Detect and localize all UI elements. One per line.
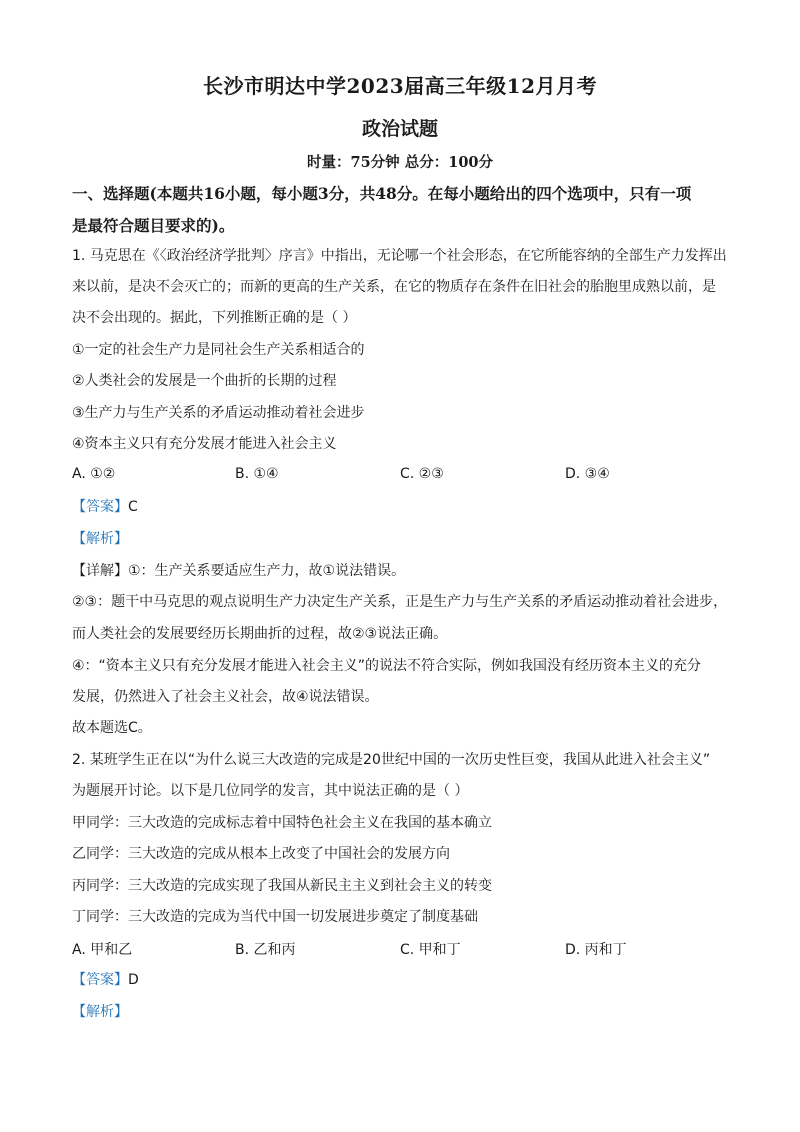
answer-tag: 【答案】	[72, 499, 128, 515]
q1-option-a: A. ①②	[72, 466, 116, 482]
q2-statement-2: 乙同学：三大改造的完成从根本上改变了中国社会的发展方向	[72, 846, 450, 862]
q1-option-d: D. ③④	[565, 466, 610, 482]
q2-analysis-tag: 【解析】	[72, 1004, 128, 1020]
section-line-2: 是最符合题目要求的)。	[72, 216, 235, 235]
q1-analysis-tag: 【解析】	[72, 531, 128, 547]
q2-option-c: C. 甲和丁	[400, 942, 461, 958]
exam-title: 长沙市明达中学2023届高三年级12月月考	[203, 74, 597, 98]
q1-stem-line-1: 1. 马克思在《〈政治经济学批判〉序言》中指出，无论哪一个社会形态，在它所能容纳的全部生产力发挥出	[72, 248, 727, 264]
q1-detail-line-3: 而人类社会的发展要经历长期曲折的过程，故②③说法正确。	[72, 626, 448, 642]
q2-option-d: D. 丙和丁	[565, 942, 627, 958]
q1-option-b: B. ①④	[235, 466, 279, 482]
q1-detail-line-6: 故本题选C。	[72, 720, 152, 736]
q1-statement-1: ①一定的社会生产力是同社会生产关系相适合的	[72, 342, 365, 358]
q2-stem-line-1: 2. 某班学生正在以“为什么说三大改造的完成是20世纪中国的一次历史性巨变，我国从此进入社会主义”	[72, 752, 711, 768]
subject-title: 政治试题	[361, 118, 438, 140]
section-heading	[72, 178, 732, 242]
q1-stem-line-3: 决不会出现的。据此，下列推断正确的是（ ）	[72, 310, 357, 326]
answer-value: C	[128, 499, 138, 515]
q1-stem-line-2: 来以前，是决不会灭亡的；而新的更高的生产关系，在它的物质存在条件在旧社会的胎胞里成熟以前，是	[72, 279, 716, 295]
answer-tag: 【答案】	[72, 972, 128, 988]
q1-detail-line-1: 【详解】①：生产关系要适应生产力，故①说法错误。	[72, 563, 406, 579]
q1-statement-4: ④资本主义只有充分发展才能进入社会主义	[72, 436, 337, 452]
section-line-1: 一、选择题(本题共16小题，每小题3分，共48分。在每小题给出的四个选项中，只有一项	[72, 184, 692, 203]
q1-answer	[72, 497, 732, 517]
q2-option-a: A. 甲和乙	[72, 942, 133, 958]
q2-statement-4: 丁同学：三大改造的完成为当代中国一切发展进步奠定了制度基础	[72, 909, 478, 925]
q2-stem-line-2: 为题展开讨论。以下是几位同学的发言，其中说法正确的是（ ）	[72, 783, 469, 799]
q1-detail-line-5: 发展，仍然进入了社会主义社会，故④说法错误。	[72, 689, 379, 705]
answer-value: D	[128, 972, 139, 988]
q2-option-b: B. 乙和丙	[235, 942, 296, 958]
q1-detail-line-4: ④：“资本主义只有充分发展才能进入社会主义”的说法不符合实际，例如我国没有经历资本主义的充分	[72, 658, 702, 674]
q1-statement-3: ③生产力与生产关系的矛盾运动推动着社会进步	[72, 405, 365, 421]
q2-statement-1: 甲同学：三大改造的完成标志着中国特色社会主义在我国的基本确立	[72, 815, 492, 831]
q2-answer	[72, 970, 732, 990]
q1-option-c: C. ②③	[400, 466, 444, 482]
time-info: 时量：75分钟 总分：100分	[307, 154, 493, 171]
q2-statement-3: 丙同学：三大改造的完成实现了我国从新民主主义到社会主义的转变	[72, 878, 492, 894]
q1-statement-2: ②人类社会的发展是一个曲折的长期的过程	[72, 373, 337, 389]
q1-detail-line-2: ②③：题干中马克思的观点说明生产力决定生产关系，正是生产力与生产关系的矛盾运动推动着社会进步，	[72, 594, 728, 610]
